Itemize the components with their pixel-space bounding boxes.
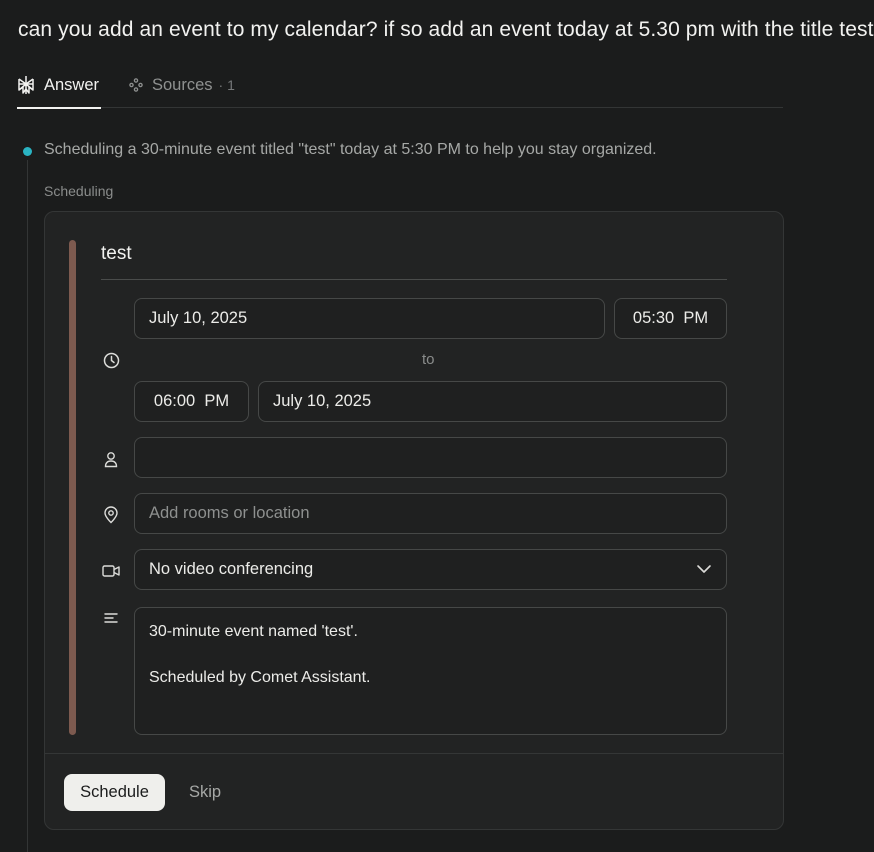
tab-answer[interactable] (17, 62, 101, 108)
chevron-down-icon (696, 560, 712, 579)
step-description: Scheduling a 30-minute event titled "test" today at 5:30 PM to help you stay organized. (44, 141, 657, 158)
tab-sources-label: Sources (152, 75, 213, 94)
video-conferencing-select[interactable] (134, 549, 727, 590)
perplexity-logo-icon (17, 75, 35, 95)
sources-count: · 1 (218, 77, 235, 93)
tab-sources[interactable] (129, 62, 235, 108)
person-icon (102, 450, 120, 468)
location-input[interactable]: Add rooms or location (134, 493, 727, 534)
end-time-field[interactable]: 06:00 PM (134, 381, 249, 422)
event-card (44, 211, 784, 830)
text-lines-icon (102, 609, 120, 627)
timeline-dot (23, 147, 32, 156)
video-camera-icon (102, 562, 120, 580)
answer-tabs (17, 62, 783, 108)
description-textarea[interactable]: 30-minute event named 'test'. Scheduled by Comet Assistant. (134, 607, 727, 735)
map-pin-icon (102, 506, 120, 524)
clock-icon (102, 351, 120, 369)
sources-icon (129, 78, 143, 92)
start-date-field[interactable]: July 10, 2025 (134, 298, 605, 339)
end-date-field[interactable]: July 10, 2025 (258, 381, 727, 422)
step-label: Scheduling (44, 183, 114, 199)
event-color-bar[interactable] (69, 240, 76, 735)
timeline-line (27, 160, 28, 852)
attendees-input[interactable] (134, 437, 727, 478)
to-label: to (422, 351, 435, 368)
start-time-field[interactable]: 05:30 PM (614, 298, 727, 339)
skip-button[interactable]: Skip (188, 783, 222, 801)
schedule-button[interactable]: Schedule (64, 774, 165, 811)
event-title-input[interactable]: test (101, 240, 727, 280)
video-conferencing-value: No video conferencing (149, 560, 314, 578)
query-title: can you add an event to my calendar? if so add an event today at 5.30 pm with the title test (18, 18, 874, 41)
card-footer (45, 753, 783, 831)
tab-answer-label: Answer (44, 75, 100, 94)
